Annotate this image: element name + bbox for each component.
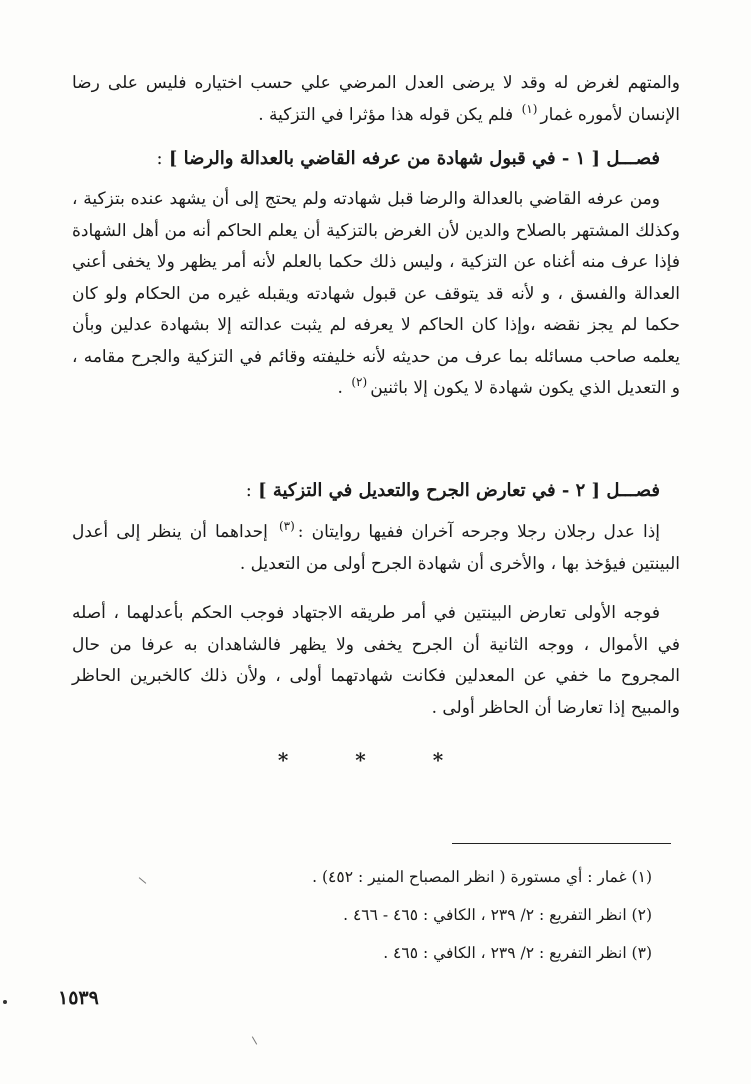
scan-smudge (252, 1036, 257, 1044)
section-2-heading-word: فصـــل (606, 480, 660, 501)
footnotes (150, 858, 652, 972)
section-1-heading-colon: : (156, 148, 163, 169)
footnote-ref-1[interactable]: (١) (521, 101, 538, 116)
section-2-heading (72, 475, 680, 507)
section-1-heading (72, 143, 680, 175)
page-number: ١٥٣٩ (58, 987, 99, 1009)
intro-line-1: والمتهم لغرض له وقد لا يرضى العدل المرضي علي حسب اختياره فليس على (107, 73, 680, 93)
section-1-heading-title: [ ١ - في قبول شهادة من عرفه القاضي بالعدالة والرضا ] (168, 148, 601, 169)
footnote-1: (١) غمار : أي مستورة ( انظر المصباح المنير : ٤٥٢) . (312, 868, 652, 886)
footnote-2: (٢) انظر التفريع : ٢/ ٢٣٩ ، الكافي : ٤٦٥ - ٤٦٦ . (343, 906, 652, 924)
section-1-paragraph-end: . (337, 378, 343, 398)
section-2-para1-start: إذا عدل رجلان رجلا وجرحه آخران ففيها روايتان : (297, 522, 661, 542)
footnote-3: (٣) انظر التفريع : ٢/ ٢٣٩ ، الكافي : ٤٦٥ . (383, 944, 652, 962)
footnote-ref-3[interactable]: (٣) (278, 519, 295, 534)
footnote-separator-line (452, 843, 671, 844)
section-2-para1-rest: إحداهما أن ينظر إلى أعدل البينتين فيؤخذ بها ، والأخرى أن شهادة الجرح أولى من التعديل . (72, 522, 680, 574)
section-1-heading-word: فصـــل (606, 148, 660, 169)
stars-divider: * * * (277, 748, 474, 772)
intro-line-2a: رضا الإنسان لأموره غمار (72, 73, 680, 125)
section-1-body (72, 184, 680, 405)
section-2-para2: فوجه الأولى تعارض البينتين في أمر طريقه الاجتهاد فوجب الحكم بأعدلهما ، أصله في الأموال ، ووجه الثانية أن الجرح يخفى ولا يظهر فالشاهدان به عرفا من حال المجروح ما خفي عن المعدلين فكانت شهادتهما أولى ، ولأن ذلك كالخبرين الحاظر والمبيح إذا تعارضا أن الحاظر أولى . (72, 603, 680, 718)
intro-line-2b: فلم يكن قوله هذا مؤثرا في التزكية . (258, 104, 514, 125)
intro-paragraph (72, 68, 680, 131)
scan-speck (3, 1000, 7, 1004)
section-2-paragraph-1 (72, 517, 680, 580)
scan-smudge (139, 877, 147, 884)
section-1-paragraph: ومن عرفه القاضي بالعدالة والرضا قبل شهادته ولم يحتج إلى أن يشهد عنده بتزكية ، وكذلك المشتهر بالصلاح والدين لأن الغرض بالتزكية أن يعلم الحاكم أنه من أهل الشهادة فإذا عرف منه أغناه عن التزكية ، وليس ذلك حكما بالعلم لأنه أمر يظهر ولا يخفى أعني العدالة والفسق ، و لأنه قد يتوقف عن قبول شهادته ويقبله غيره من الحكام ولو كان حكما لم يجز نقضه ،وإذا كان الحاكم لا يعرفه لم يثبت عدالته إلا بشهادة عدلين وبأن يعلمه صاحب مسائله بما عرف من حديثه لأنه خليفته وقائم في التزكية والجرح مقامه ، و التعديل الذي يكون شهادة لا يكون إلا باثنين (72, 189, 680, 398)
section-2-heading-colon: : (245, 480, 252, 501)
footnote-ref-2[interactable]: (٢) (351, 375, 368, 390)
section-2-heading-title: [ ٢ - في تعارض الجرح والتعديل في التزكية ] (258, 480, 601, 501)
section-2-paragraph-2 (72, 598, 680, 724)
